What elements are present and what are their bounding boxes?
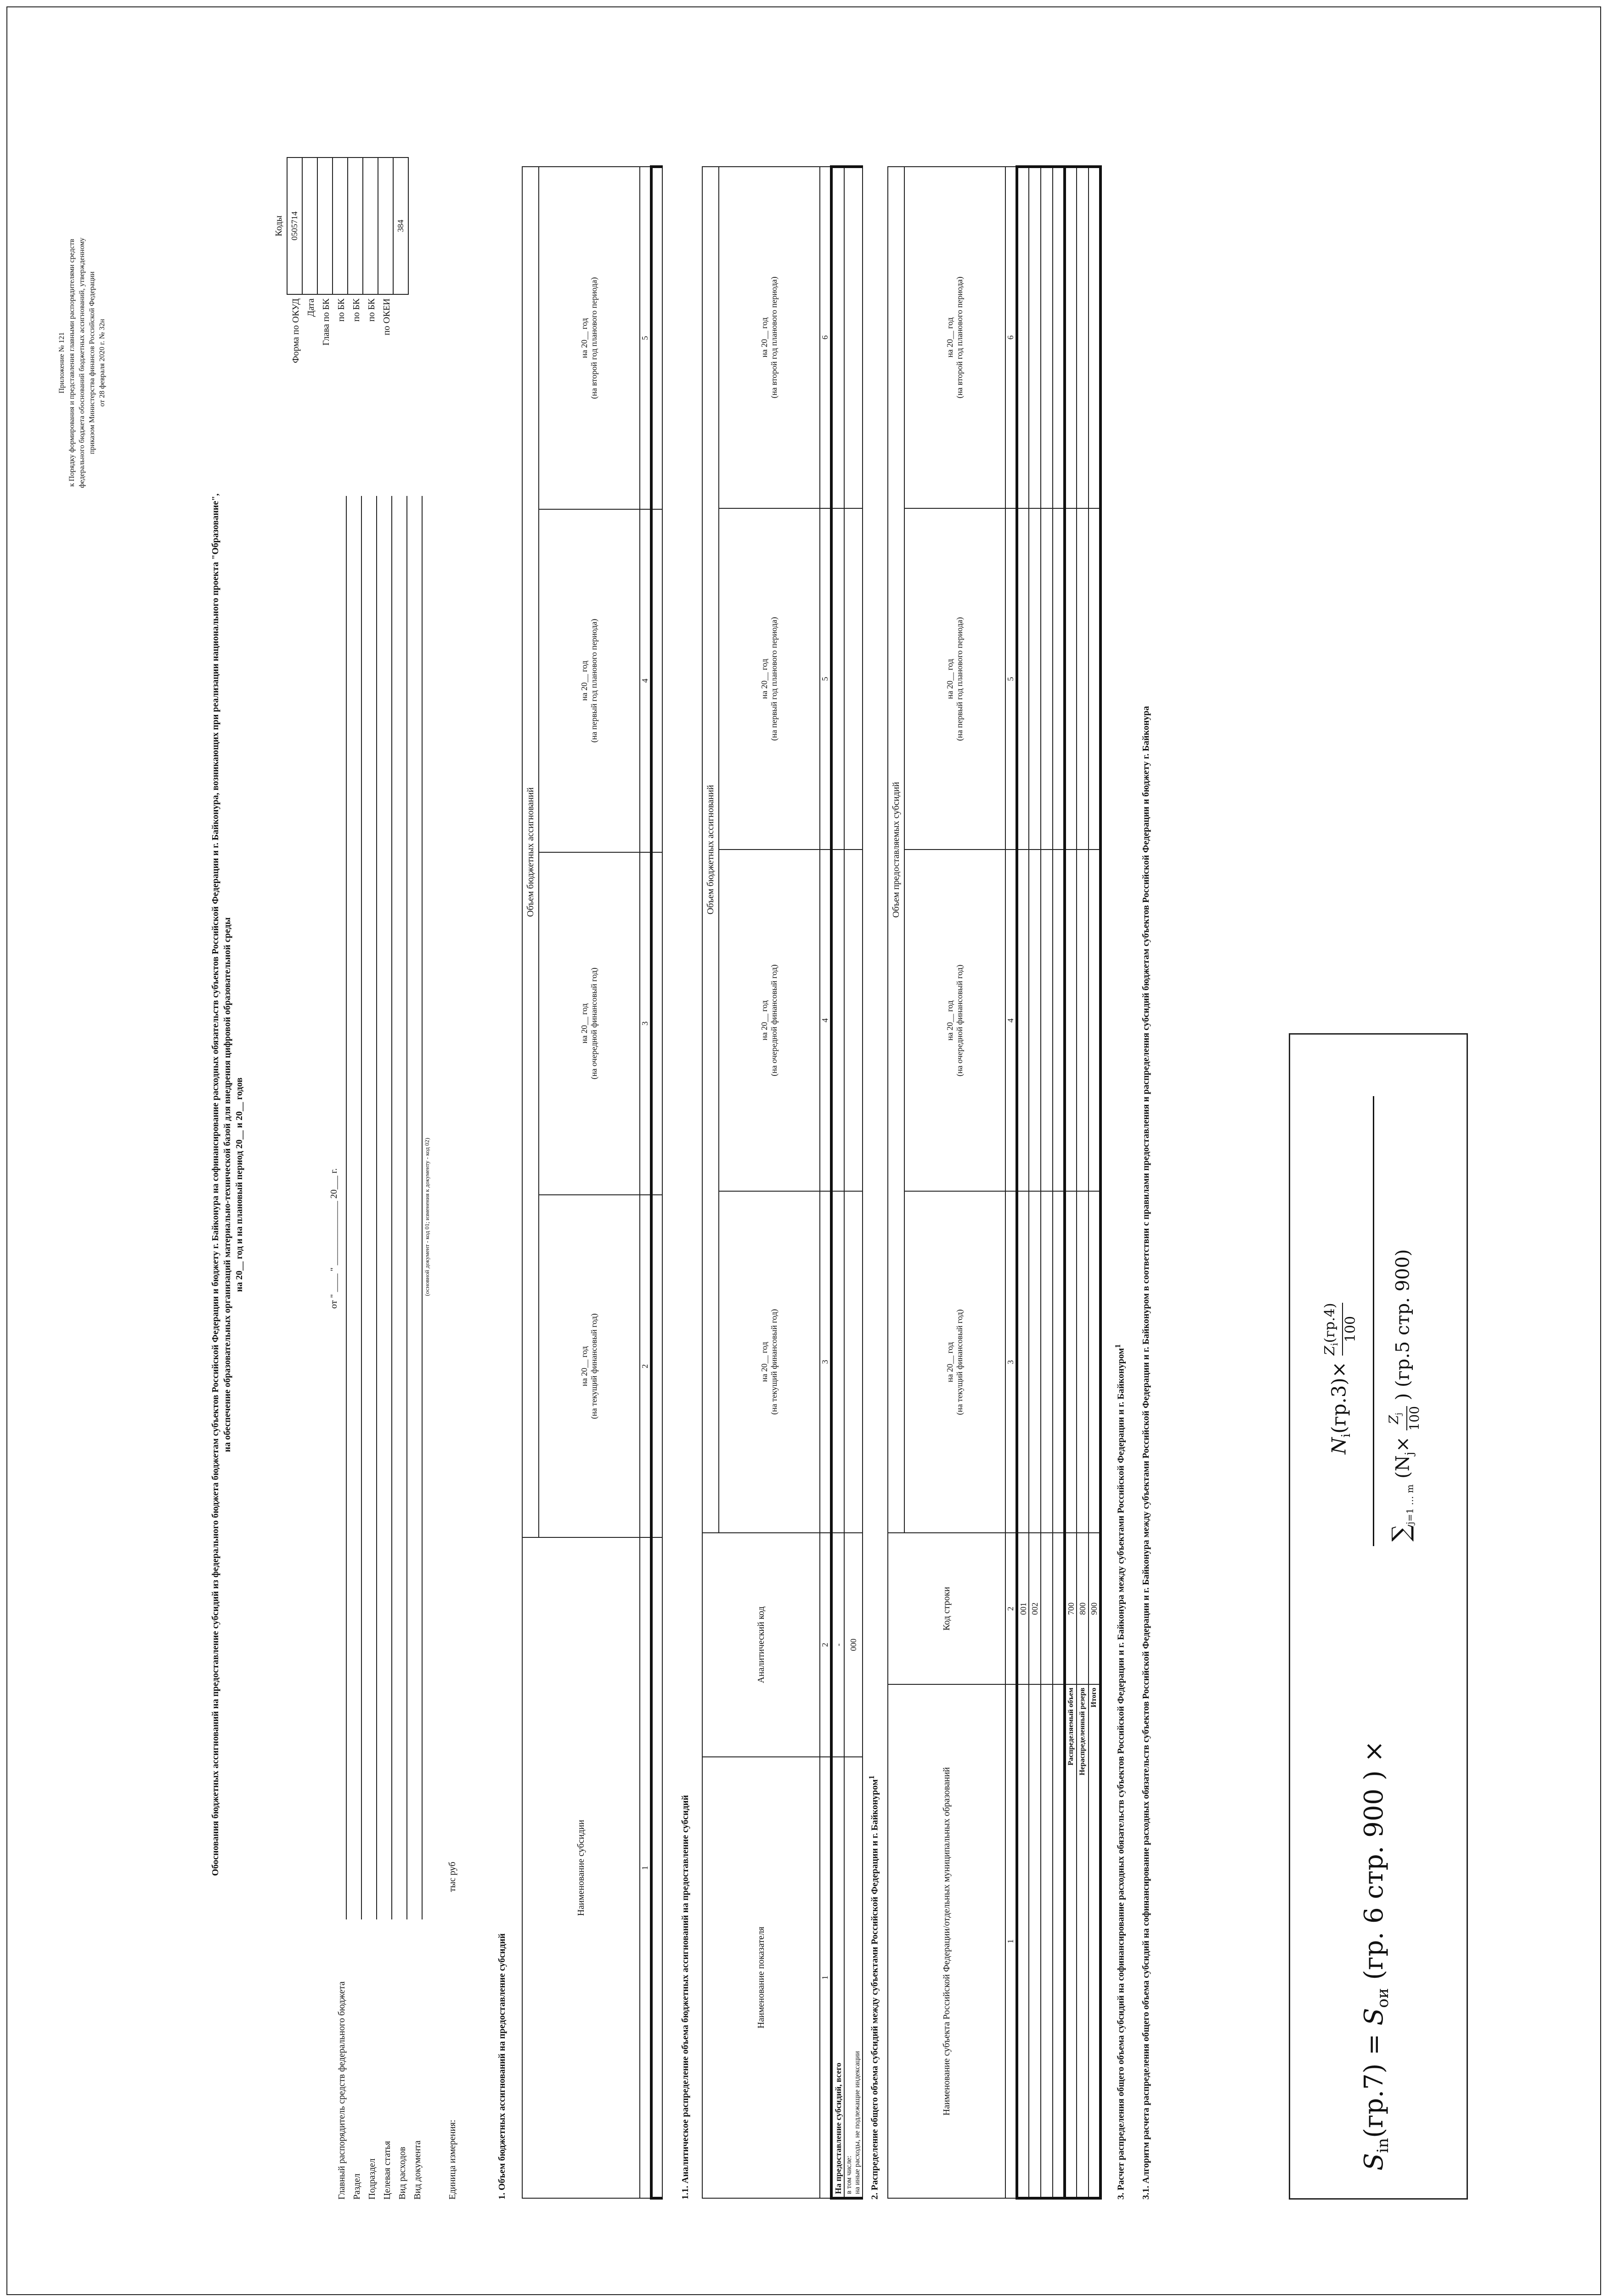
s11-row-total: На предоставление субсидий, всего - bbox=[831, 167, 844, 2198]
appendix-line-4: приказом Министерства финансов Российской Федерации bbox=[88, 271, 96, 454]
s2-col-4: на 20__ год (на очередной финансовый год) bbox=[904, 850, 1005, 1191]
s1-num-4: 4 bbox=[640, 509, 651, 852]
codes-label-bk-2: по БК bbox=[351, 298, 361, 322]
field-line-1 bbox=[346, 496, 347, 1919]
section11-table bbox=[702, 165, 863, 2200]
appendix-line-2: к Порядку формирования и представления главными распорядителями средств bbox=[68, 239, 76, 487]
codes-label-okei: по ОКЕИ bbox=[382, 298, 392, 336]
s11-num-4: 4 bbox=[820, 850, 831, 1191]
section3-title: 3. Расчет распределения общего объема субсидий на софинансирование расходных обязательств субъектов Российской Федерации и г. Байконура между субъектами Российской Федерации и г. Байконуром$^1$ bbox=[1113, 1344, 1126, 2200]
field-grbs: Главный распорядитель средств федерального бюджета bbox=[337, 1981, 347, 2200]
field-vid-doc: Вид документа bbox=[412, 2140, 423, 2200]
s11-row-other: в том числе: на иные расходы, не подлежащие индексации 000 bbox=[844, 167, 863, 2198]
s1-num-1: 1 bbox=[640, 1537, 651, 2198]
code-bk-3 bbox=[363, 158, 378, 294]
doc-type-hint: (основной документ - код 01; изменения к документу - код 02) bbox=[423, 1137, 430, 1296]
formula-box bbox=[1289, 1033, 1468, 2200]
s2-num-5: 5 bbox=[1005, 508, 1017, 850]
s2-col-name: Наименование субъекта Российской Федерации/отдельных муниципальных образований bbox=[888, 1684, 1005, 2198]
s1-num-3: 3 bbox=[640, 852, 651, 1195]
codes-table bbox=[287, 157, 409, 295]
formula-fraction-bar bbox=[1373, 1096, 1374, 1546]
s1-num-5: 5 bbox=[640, 167, 651, 509]
document-title bbox=[209, 165, 245, 2204]
s1-num-2: 2 bbox=[640, 1195, 651, 1537]
code-okud: 0505714 bbox=[287, 158, 302, 294]
code-date bbox=[302, 158, 317, 294]
code-bk-2 bbox=[348, 158, 363, 294]
appendix-line-5: от 28 февраля 2020 г. № 32н bbox=[98, 319, 106, 407]
code-okei: 384 bbox=[393, 158, 408, 294]
s1-col-3: на 20__ год (на очередной финансовый год) bbox=[539, 852, 640, 1195]
table-row bbox=[1053, 167, 1065, 2198]
s1-col-name: Наименование субсидии bbox=[522, 1537, 640, 2198]
section31-title: 3.1. Алгоритм расчета распределения общего объема субсидий на софинансирование расходных обязательств субъектов Российской Федерации и г. Байконура между субъектами Российской Федерации и г. Байконуром в соответствии с правилами предоставления и распределения субсидий бюджетам субъектов Российской Федерации и бюджету г. Байконура bbox=[1141, 706, 1151, 2200]
formula-fraction bbox=[1313, 1087, 1451, 1546]
formula-lhs: $S_{in}(гр.7) = S_{ои}$ (гр. 6 стр. 900 ) × bbox=[1359, 1740, 1393, 2171]
s11-col-4: на 20__ год (на очередной финансовый год) bbox=[719, 850, 820, 1191]
s11-col-6: на 20__ год (на второй год планового периода) bbox=[719, 167, 820, 508]
s11-group-header: Объем бюджетных ассигнований bbox=[702, 167, 719, 1533]
section2-title: 2. Распределение общего объема субсидий между субъектами Российской Федерации и г. Байконуром$^1$ bbox=[867, 1775, 880, 2200]
section2-table bbox=[887, 165, 1102, 2200]
codes-label-date: Дата bbox=[306, 298, 316, 317]
s11-num-1: 1 bbox=[820, 1757, 831, 2198]
field-razdel: Раздел bbox=[352, 2173, 362, 2200]
unit-label: Единица измерения: bbox=[447, 2120, 457, 2200]
s2-col-6: на 20__ год (на второй год планового периода) bbox=[904, 167, 1005, 508]
s11-col-3: на 20__ год (на текущий финансовый год) bbox=[719, 1191, 820, 1533]
field-line-6 bbox=[422, 496, 423, 1919]
codes-labels bbox=[288, 298, 395, 436]
field-line-4 bbox=[391, 496, 392, 1919]
table-row: Итого 900 bbox=[1089, 167, 1100, 2198]
page-border bbox=[6, 6, 1601, 2295]
table-row: Распределяемый объем 700 bbox=[1065, 167, 1077, 2198]
unit-value: тыс руб bbox=[447, 1862, 457, 1892]
s2-num-1: 1 bbox=[1005, 1684, 1017, 2198]
s11-col-code: Аналитический код bbox=[702, 1533, 820, 1757]
s2-num-4: 4 bbox=[1005, 850, 1017, 1191]
s1-col-2: на 20__ год (на текущий финансовый год) bbox=[539, 1195, 640, 1537]
header-fields bbox=[334, 1981, 425, 2200]
s1-group-header: Объем бюджетных ассигнований bbox=[522, 167, 539, 1537]
table-row: 001 bbox=[1017, 167, 1029, 2198]
field-line-5 bbox=[406, 496, 407, 1919]
section11-title: 1.1. Аналитическое распределение объема бюджетных ассигнований на предоставление субсидий bbox=[680, 1795, 690, 2200]
codes-label-okud: Форма по ОКУД bbox=[291, 298, 301, 363]
code-bk-1 bbox=[333, 158, 348, 294]
title-line-2: на обеспечение образовательных организаций материально-технической базой для внедрения цифровой образовательной среды bbox=[222, 917, 232, 1452]
s2-group-header: Объем предоставляемых субсидий bbox=[888, 167, 904, 1533]
field-celevaya: Целевая статья bbox=[382, 2141, 392, 2200]
section1-title: 1. Объем бюджетных ассигнований на предоставление субсидий bbox=[497, 1933, 507, 2200]
field-line-2 bbox=[361, 496, 362, 1919]
s11-col-5: на 20__ год (на первый год планового периода) bbox=[719, 508, 820, 850]
date-line: от " ____ " ______________ 20___ г. bbox=[329, 1168, 339, 1309]
field-podrazdel: Подраздел bbox=[367, 2158, 377, 2200]
field-vid-rashodov: Вид расходов bbox=[397, 2147, 407, 2200]
s11-num-5: 5 bbox=[820, 508, 831, 850]
table-row bbox=[1041, 167, 1053, 2198]
appendix-line-3: федерального бюджета обоснований бюджетных ассигнований, утвержденному bbox=[78, 237, 86, 488]
s2-num-3: 3 bbox=[1005, 1191, 1017, 1533]
appendix-line-1: Приложение № 121 bbox=[58, 332, 66, 394]
codes-label-glava: Глава по БК bbox=[321, 298, 331, 346]
s1-col-4: на 20__ год (на первый год планового периода) bbox=[539, 509, 640, 852]
codes-label-bk-3: по БК bbox=[367, 298, 377, 322]
table-row: Нераспределенный резерв 800 bbox=[1077, 167, 1089, 2198]
appendix-block bbox=[57, 156, 107, 569]
s1-col-5: на 20__ год (на второй год планового периода) bbox=[539, 167, 640, 509]
title-line-3: на 20__ год и на плановый период 20__ и 20__ годов bbox=[234, 1077, 244, 1292]
s11-num-3: 3 bbox=[820, 1191, 831, 1533]
codes-label-bk-1: по БК bbox=[336, 298, 346, 322]
table-row: 002 bbox=[1029, 167, 1041, 2198]
title-line-1: Обоснования бюджетных ассигнований на предоставление субсидий из федерального бюджета бюджетам субъектов Российской Федерации и бюджету г. Байконура на софинансирование расходных обязательств субъектов Российской Федерации и г. Байконура, возникающих при реализации национального проекта "Образование", bbox=[210, 493, 220, 1876]
codes-header: Коды bbox=[274, 215, 284, 236]
s2-num-2: 2 bbox=[1005, 1533, 1017, 1684]
code-empty bbox=[378, 158, 393, 294]
s2-num-6: 6 bbox=[1005, 167, 1017, 508]
s1-data-row bbox=[651, 167, 662, 2198]
s2-col-5: на 20__ год (на первый год планового периода) bbox=[904, 508, 1005, 850]
s2-col-3: на 20__ год (на текущий финансовый год) bbox=[904, 1191, 1005, 1533]
s2-col-code: Код строки bbox=[888, 1533, 1005, 1684]
formula-numerator: $N_i(гр.3)\times$ $Z_i(гр.4)$ 100 bbox=[1322, 1303, 1359, 1454]
rotated-page bbox=[7, 7, 1602, 2296]
section1-table bbox=[522, 165, 663, 2200]
s11-num-2: 2 bbox=[820, 1533, 831, 1757]
s11-num-6: 6 bbox=[820, 167, 831, 508]
field-line-3 bbox=[376, 496, 377, 1919]
formula-denominator: $\sum_{j=1 \dots m}$ ($N_j\times$ $Z_j$ 100 ) (гр.5 стр. 900) bbox=[1386, 1249, 1422, 1542]
s11-col-name: Наименование показателя bbox=[702, 1757, 820, 2198]
code-glava bbox=[317, 158, 333, 294]
